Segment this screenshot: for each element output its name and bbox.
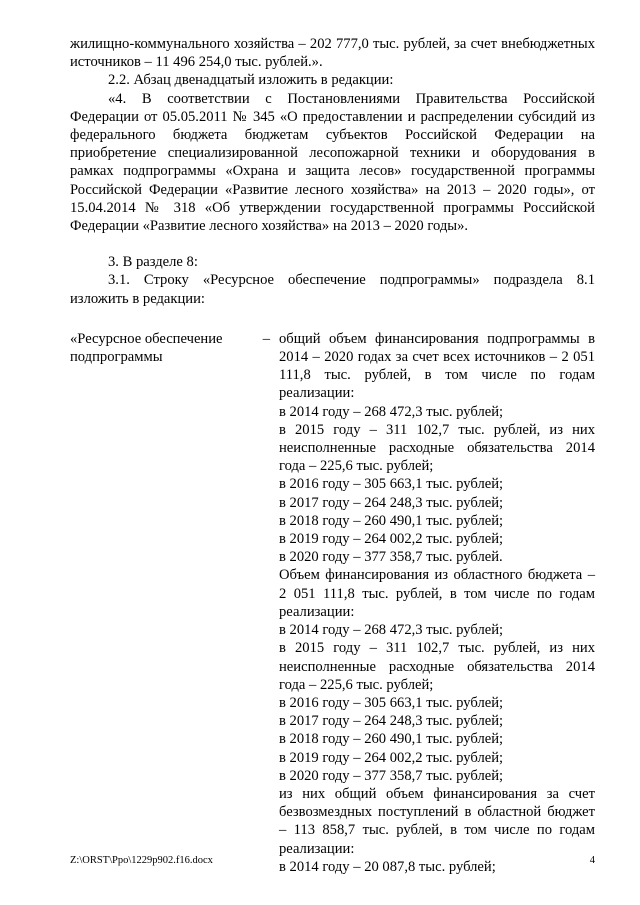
section-3-heading: 3. В разделе 8: <box>108 254 198 271</box>
page-footer <box>70 854 595 867</box>
resource-line: из них общий объем финансирования за счет безвозмездных поступлений в областной бюджет – 113 858,7 тыс. рублей, в том числе по годам реализации: <box>279 785 595 857</box>
document-body <box>70 35 595 876</box>
resource-line: в 2020 году – 377 358,7 тыс. рублей; <box>279 767 504 784</box>
resource-line: в 2014 году – 268 472,3 тыс. рублей; <box>279 622 504 639</box>
resource-line: в 2019 году – 264 002,2 тыс. рублей; <box>279 749 504 766</box>
resource-line: общий объем финансирования подпрограммы в 2014 – 2020 годах за счет всех источников – 2 051 111,8 тыс. рублей, в том числе по годам реализации: <box>279 330 595 402</box>
resource-values-cell <box>279 330 595 876</box>
resource-line: в 2016 году – 305 663,1 тыс. рублей; <box>279 476 504 493</box>
resource-line: в 2015 году – 311 102,7 тыс. рублей, из них неисполненные расходные обязательства 2014 года – 225,6 тыс. рублей; <box>279 421 595 475</box>
resource-label: «Ресурсное обеспечение подпрограммы <box>70 330 223 366</box>
resource-line: в 2017 году – 264 248,3 тыс. рублей; <box>279 713 504 730</box>
resource-label-cell <box>70 330 270 366</box>
intro-line: жилищно-коммунального хозяйства – 202 777,0 тыс. рублей, за счет внебюджетных источников – 11 496 254,0 тыс. рублей.». <box>70 36 595 71</box>
resource-line: в 2019 году – 264 002,2 тыс. рублей; <box>279 531 504 548</box>
resource-line: в 2014 году – 268 472,3 тыс. рублей; <box>279 403 504 420</box>
resource-dash: – <box>262 330 270 347</box>
resource-line: в 2015 году – 311 102,7 тыс. рублей, из них неисполненные расходные обязательства 2014 года – 225,6 тыс. рублей; <box>279 640 595 693</box>
resource-line: в 2020 году – 377 358,7 тыс. рублей. <box>279 549 503 566</box>
resource-line: в 2016 году – 305 663,1 тыс. рублей; <box>279 694 504 711</box>
resource-line: в 2018 году – 260 490,1 тыс. рублей; <box>279 512 504 529</box>
resource-table <box>70 330 595 876</box>
resource-line: Объем финансирования из областного бюджета – 2 051 111,8 тыс. рублей, в том числе по годам реализации: <box>279 567 595 620</box>
page-number: 4 <box>589 855 595 866</box>
file-path: Z:\ORST\Ppo\1229p902.f16.docx <box>70 855 213 866</box>
section-3-1: 3.1. Строку «Ресурсное обеспечение подпрограммы» подраздела 8.1 изложить в редакции: <box>70 272 595 307</box>
resource-line: в 2018 году – 260 490,1 тыс. рублей; <box>279 731 504 748</box>
paragraph-4: «4. В соответствии с Постановлениями Правительства Российской Федерации от 05.05.2011 № 345 «О предоставлении и распределении субсидий из федерального бюджета бюджетам субъектов Российской Федерации на приобретение специализированной лесопожарной техники и оборудования в рамках подпрограммы «Охрана и защита лесов» государственной программы Российской Федерации «Развитие лесного хозяйства» на 2013 – 2020 годы», от 15.04.2014 № 318 «Об утверждении государственной программы Российской Федерации «Развитие лесного хозяйства» на 2013 – 2020 годы». <box>70 90 595 235</box>
resource-line: в 2017 году – 264 248,3 тыс. рублей; <box>279 494 504 511</box>
paragraph-2-2: 2.2. Абзац двенадцатый изложить в редакции: <box>108 72 394 89</box>
resource-line: в 2014 году – 20 087,8 тыс. рублей; <box>279 858 496 875</box>
